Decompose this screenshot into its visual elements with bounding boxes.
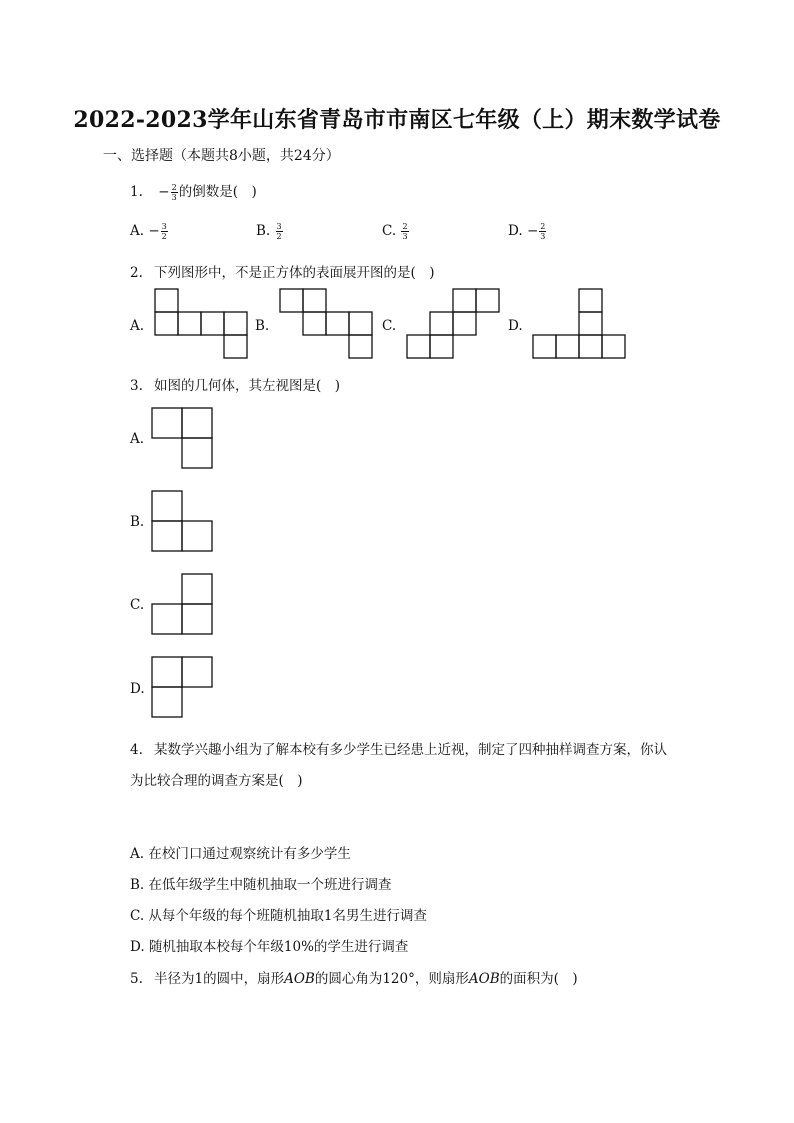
- view-figure-a: [149, 405, 215, 471]
- net-figure-c: [402, 286, 504, 362]
- net-figure-b: [275, 286, 377, 362]
- question-number: 4.: [130, 742, 143, 758]
- option-b-label[interactable]: B.: [130, 514, 145, 530]
- view-figure-d: [149, 654, 215, 720]
- question-text: 如图的几何体，其左视图是( ): [154, 378, 341, 394]
- fraction: $\frac{2}{3}$: [171, 183, 177, 202]
- question-text: 的倒数是( ): [178, 184, 257, 200]
- option-a-label[interactable]: A.: [130, 431, 145, 447]
- option-c[interactable]: C. $\frac{2}{3}$: [382, 222, 408, 241]
- option-b[interactable]: B. 在低年级学生中随机抽取一个班进行调查: [130, 877, 392, 893]
- sector-label: AOB: [468, 971, 500, 987]
- view-figure-c: [149, 571, 215, 637]
- question-3: [130, 374, 340, 394]
- net-figure-a: [150, 286, 252, 362]
- minus-sign: −: [158, 184, 170, 200]
- section-heading: 一、选择题（本题共8小题，共24分）: [103, 148, 340, 164]
- option-d[interactable]: D. − $\frac{2}{3}$: [508, 222, 546, 241]
- question-5: 5. 半径为1的圆中，扇形AOB的圆心角为120°，则扇形AOB的面积为( ): [130, 971, 578, 987]
- question-number: 1.: [130, 184, 143, 200]
- question-2: [130, 261, 435, 281]
- option-b-label[interactable]: B.: [255, 318, 270, 334]
- page-title: 2022-2023学年山东省青岛市市南区七年级（上）期末数学试卷: [73, 107, 721, 133]
- question-text: 下列图形中，不是正方体的表面展开图的是( ): [154, 265, 435, 281]
- option-c-label[interactable]: C.: [130, 597, 145, 613]
- option-b[interactable]: B. $\frac{3}{2}$: [256, 222, 282, 241]
- question-number: 3.: [130, 378, 143, 394]
- sector-label: AOB: [284, 971, 315, 987]
- question-number: 2.: [130, 265, 143, 281]
- question-4: [130, 738, 667, 758]
- option-a[interactable]: A. 在校门口通过观察统计有多少学生: [130, 846, 351, 862]
- view-figure-b: [149, 488, 215, 554]
- option-c[interactable]: C. 从每个年级的每个班随机抽取1名男生进行调查: [130, 908, 428, 924]
- option-d-label[interactable]: D.: [508, 318, 523, 334]
- option-a[interactable]: A. − $\frac{3}{2}$: [130, 222, 167, 241]
- net-figure-d: [528, 286, 630, 362]
- option-d-label[interactable]: D.: [130, 681, 145, 697]
- question-4-line2: 为比较合理的调查方案是( ): [130, 773, 303, 789]
- question-1: [130, 180, 257, 202]
- option-d[interactable]: D. 随机抽取本校每个年级10%的学生进行调查: [130, 939, 409, 955]
- option-c-label[interactable]: C.: [382, 318, 397, 334]
- option-a-label[interactable]: A.: [130, 318, 145, 334]
- question-text-line1: 某数学兴趣小组为了解本校有多少学生已经患上近视，制定了四种抽样调查方案，你认: [154, 742, 667, 758]
- question-number: 5.: [130, 971, 143, 987]
